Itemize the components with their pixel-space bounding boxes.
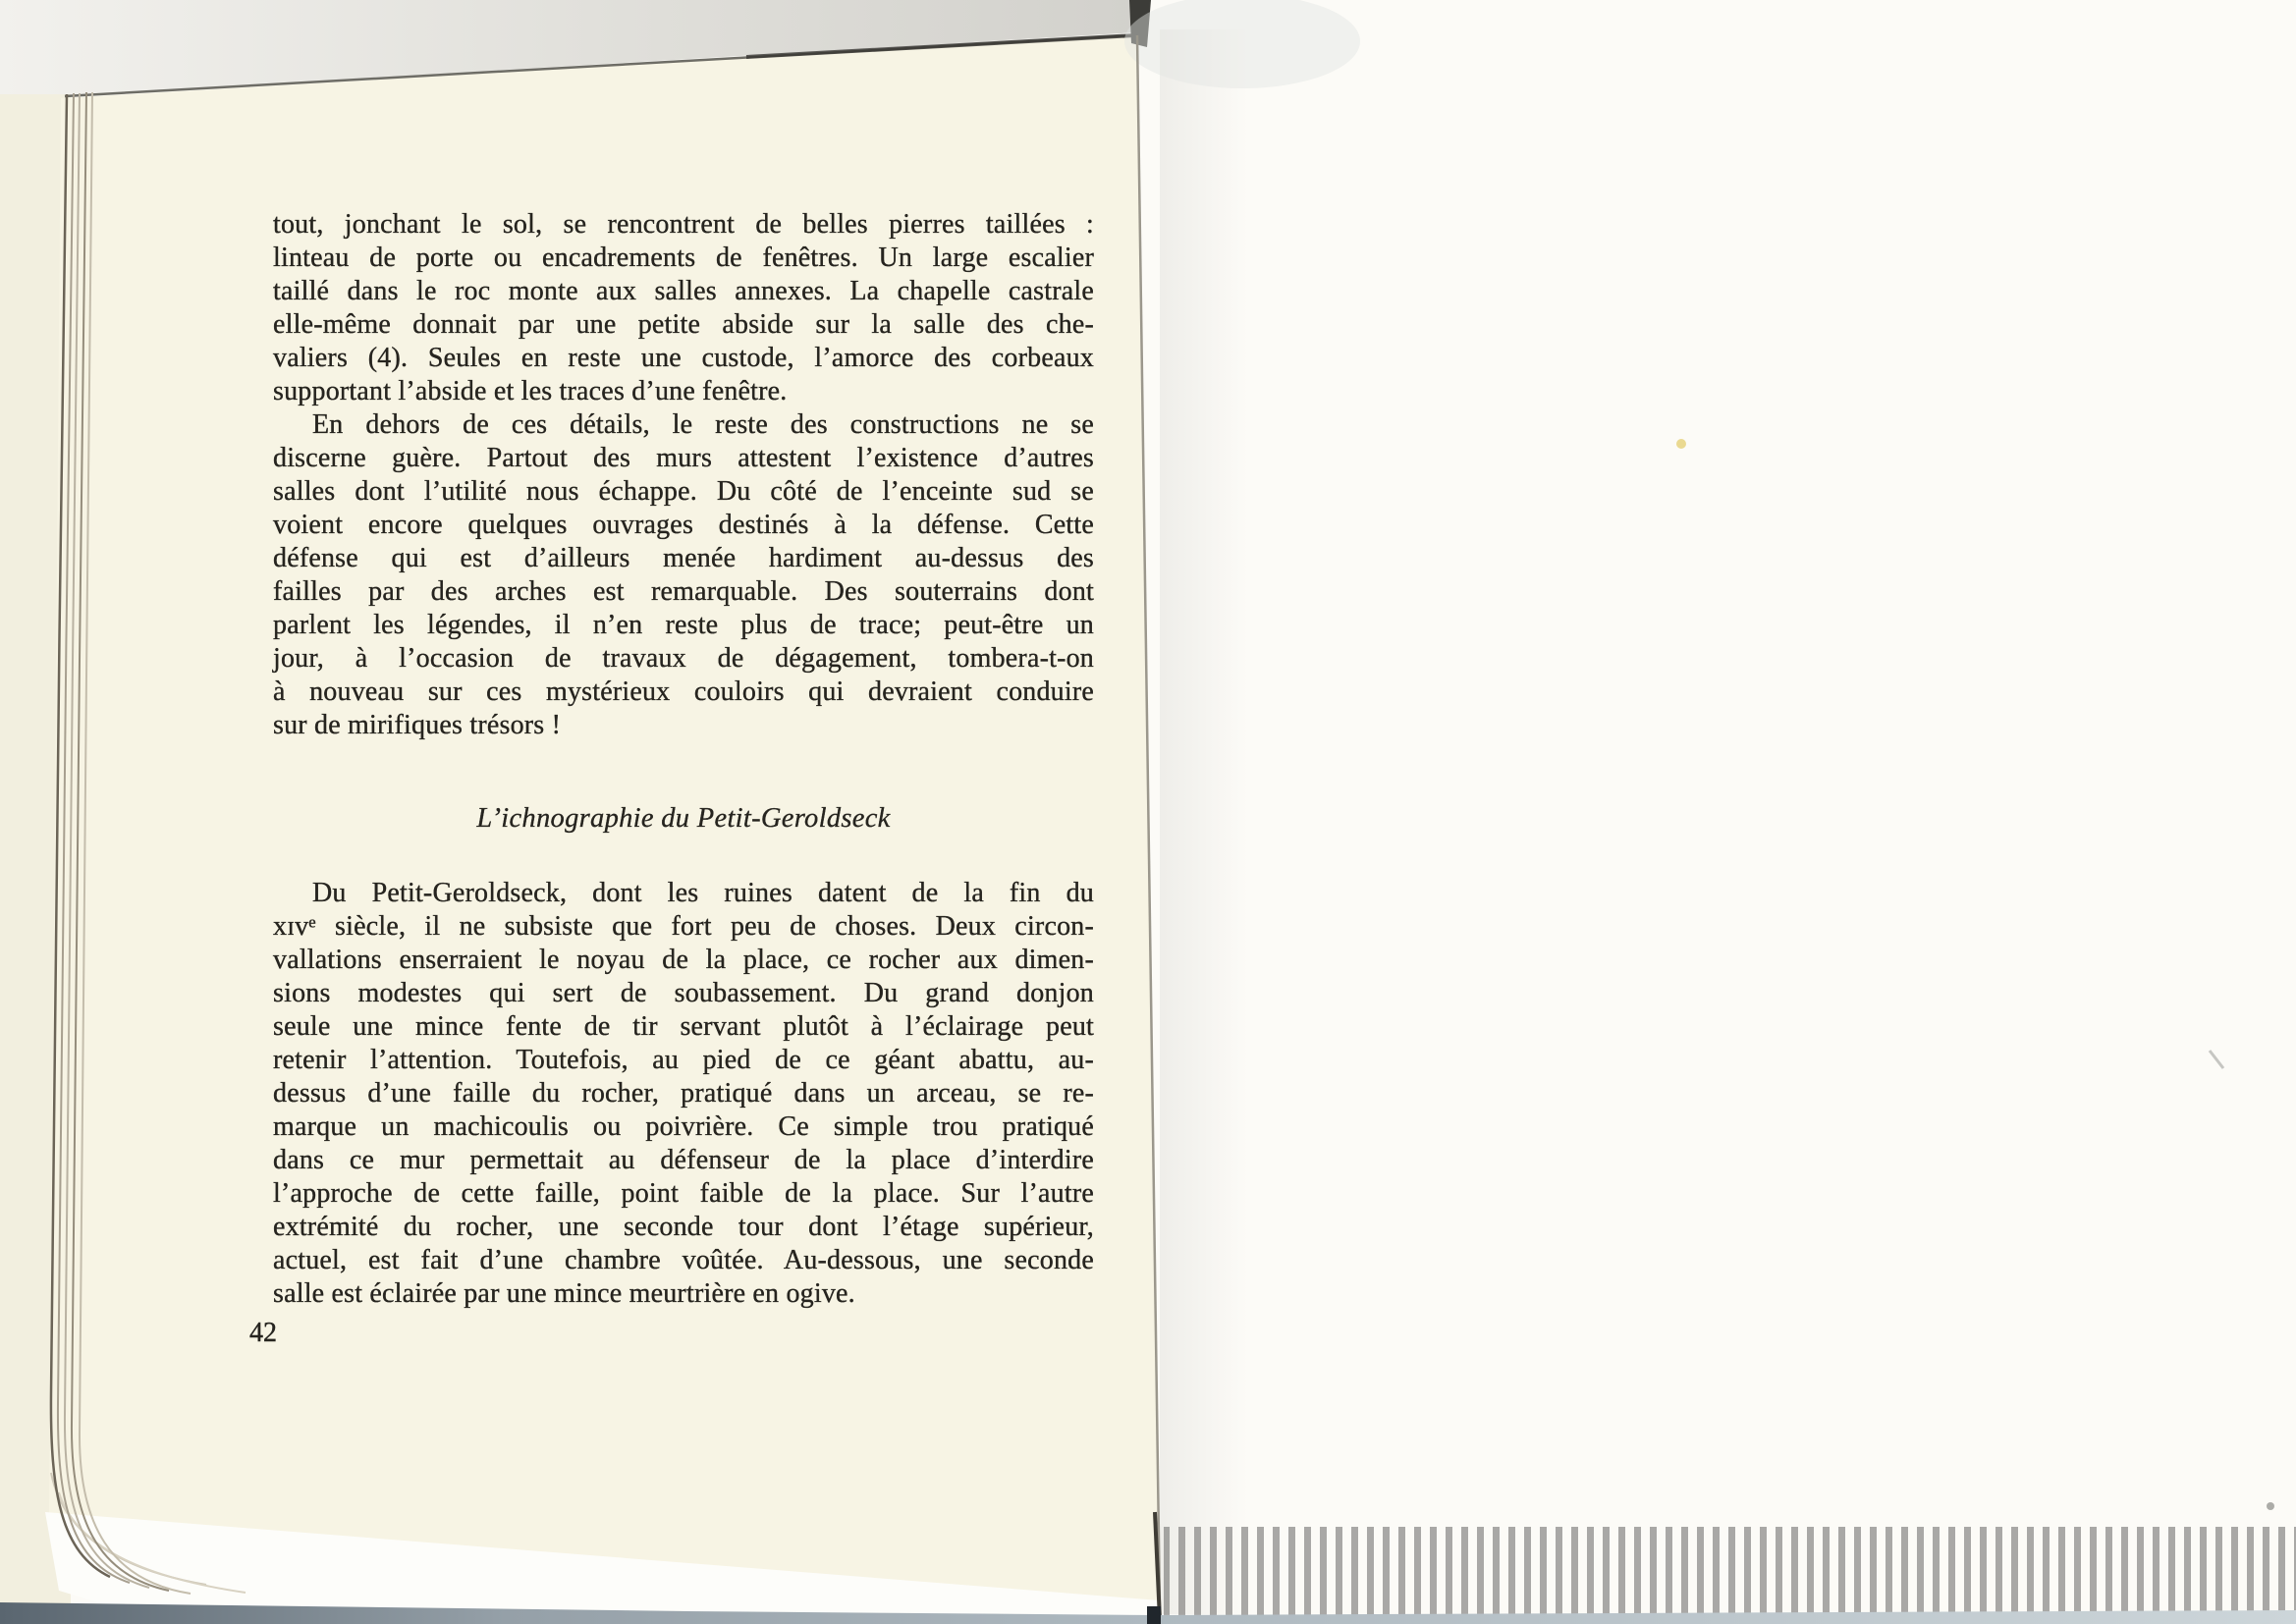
text-line: discerne guère. Partout des murs attestent l’existence d’autres <box>273 443 1094 473</box>
text-line: sur de mirifiques trésors ! <box>273 710 562 740</box>
text-line: dans ce mur permettait au défenseur de la place d’interdire <box>273 1145 1094 1175</box>
text-line: linteau de porte ou encadrements de fenêtres. Un large escalier <box>273 243 1094 273</box>
text-line: En dehors de ces détails, le reste des constructions ne se <box>312 409 1094 440</box>
text-line: vallations enserraient le noyau de la place, ce rocher aux dimen- <box>273 945 1094 975</box>
text-line: à nouveau sur ces mystérieux couloirs qui devraient conduire <box>273 677 1094 707</box>
page-number: 42 <box>249 1318 277 1348</box>
text-line: salles dont l’utilité nous échappe. Du côté de l’enceinte sud se <box>273 476 1094 507</box>
text-line: failles par des arches est remarquable. Des souterrains dont <box>273 576 1094 607</box>
text-line: retenir l’attention. Toutefois, au pied de ce géant abattu, au- <box>273 1045 1094 1075</box>
text-line: marque un machicoulis ou poivrière. Ce simple trou pratiqué <box>273 1111 1094 1142</box>
section-heading: L’ichnographie du Petit-Geroldseck <box>476 803 891 834</box>
text-line: voient encore quelques ouvrages destinés à la défense. Cette <box>273 510 1094 540</box>
paragraph-1 <box>273 208 1094 408</box>
text-line: extrémité du rocher, une seconde tour dont l’étage supérieur, <box>273 1212 1094 1242</box>
text-line: elle-même donnait par une petite abside sur la salle des che- <box>273 309 1094 340</box>
body-text-lower <box>273 877 1094 1311</box>
text-line: tout, jonchant le sol, se rencontrent de belles pierres taillées : <box>273 209 1094 240</box>
text-line: jour, à l’occasion de travaux de dégagement, tombera-t-on <box>273 643 1094 674</box>
text-line: taillé dans le roc monte aux salles annexes. La chapelle castrale <box>273 276 1094 306</box>
body-text-upper <box>273 208 1094 742</box>
text-line: valiers (4). Seules en reste une custode, l’amorce des corbeaux <box>273 343 1094 373</box>
text-line: parlent les légendes, il n’en reste plus de trace; peut-être un <box>273 610 1094 640</box>
text-line: actuel, est fait d’une chambre voûtée. Au-dessous, une seconde <box>273 1245 1094 1275</box>
text-line: xɪvᵉ siècle, il ne subsiste que fort peu de choses. Deux circon- <box>273 911 1094 942</box>
text-line: défense qui est d’ailleurs menée hardiment au-dessus des <box>273 543 1094 573</box>
text-line: seule une mince fente de tir servant plutôt à l’éclairage peut <box>273 1011 1094 1042</box>
paragraph-3 <box>273 877 1094 1311</box>
text-line: dessus d’une faille du rocher, pratiqué dans un arceau, se re- <box>273 1078 1094 1109</box>
text-line: salle est éclairée par une mince meurtrière en ogive. <box>273 1278 855 1309</box>
text-line: sions modestes qui sert de soubassement. Du grand donjon <box>273 978 1094 1008</box>
text-line: Du Petit-Geroldseck, dont les ruines datent de la fin du <box>312 878 1094 908</box>
text-line: l’approche de cette faille, point faible de la place. Sur l’autre <box>273 1178 1094 1209</box>
text-line: supportant l’abside et les traces d’une fenêtre. <box>273 376 788 406</box>
paragraph-2 <box>273 408 1094 742</box>
